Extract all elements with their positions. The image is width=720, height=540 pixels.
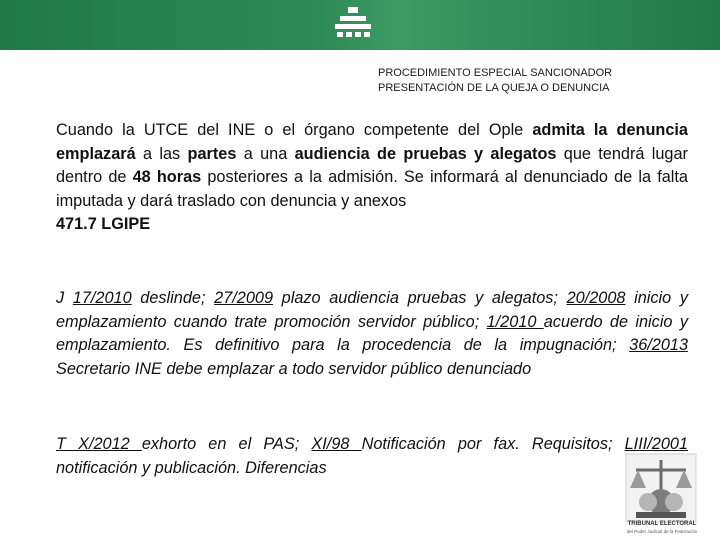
p1-text-5: posteriores a la admisión. Se informará al denunciado de la falta imputada y dará traslado con denuncia y anexos — [56, 168, 688, 210]
slide-heading — [378, 66, 668, 96]
jurisprudence-link-36-2013[interactable]: 36/2013 — [629, 336, 688, 354]
jurisprudence-paragraph — [56, 287, 688, 381]
seal-caption: TRIBUNAL ELECTORAL — [627, 521, 697, 527]
p2-text-1: J — [56, 289, 73, 307]
p2-text-5: acuerdo de inicio y emplazamiento. Es definitivo para la procedencia de la impugnación; — [56, 312, 688, 354]
thesis-link-liii-2001[interactable]: LIII/2001 — [624, 435, 688, 453]
p2-text-4: inicio y emplazamiento cuando trate promoción servidor público; — [56, 289, 688, 331]
p1-text-3: a una — [236, 144, 295, 163]
jurisprudence-link-20-2008[interactable]: 20/2008 — [566, 289, 626, 307]
heading-line-2: PRESENTACIÓN DE LA QUEJA O DENUNCIA — [378, 82, 610, 94]
p1-text-4: que tendrá lugar dentro de — [56, 144, 688, 186]
p3-text-3: notificación y publicación. Diferencias — [56, 458, 327, 477]
thesis-link-x-2012[interactable]: T X/2012 — [56, 435, 142, 453]
law-reference: 471.7 LGIPE — [56, 215, 151, 233]
p2-text-6: Secretario INE debe emplazar a todo servidor público denunciado — [56, 359, 532, 378]
jurisprudence-link-17-2010[interactable]: 17/2010 — [72, 289, 132, 307]
p2-text-2: deslinde; — [131, 289, 215, 307]
jurisprudence-link-27-2009[interactable]: 27/2009 — [214, 289, 273, 307]
p3-text-2: Notificación por fax. Requisitos; — [361, 435, 625, 453]
seal-subcaption: del Poder Judicial de la Federación — [626, 529, 698, 534]
thesis-link-xi-98[interactable]: XI/98 — [311, 435, 362, 453]
p1-bold-3: audiencia de pruebas y alegatos — [294, 144, 557, 163]
p3-text-1: exhorto en el PAS; — [141, 435, 312, 453]
p1-bold-4: 48 horas — [132, 168, 202, 186]
jurisprudence-link-1-2010[interactable]: 1/2010 — [486, 312, 544, 331]
heading-line-1: PROCEDIMIENTO ESPECIAL SANCIONADOR — [378, 67, 613, 79]
p2-text-3: plazo audiencia pruebas y alegatos; — [273, 289, 567, 307]
p1-text-2: a las — [135, 144, 188, 163]
p1-bold-2: partes — [187, 144, 237, 163]
thesis-paragraph — [56, 433, 688, 480]
p1-text-1: Cuando la UTCE del INE o el órgano competente del Ople — [56, 121, 533, 139]
admission-paragraph — [56, 119, 688, 237]
institution-logo-icon — [331, 6, 375, 40]
p1-bold-1: admita la denuncia emplazará — [56, 121, 688, 163]
header-bar — [0, 0, 720, 50]
